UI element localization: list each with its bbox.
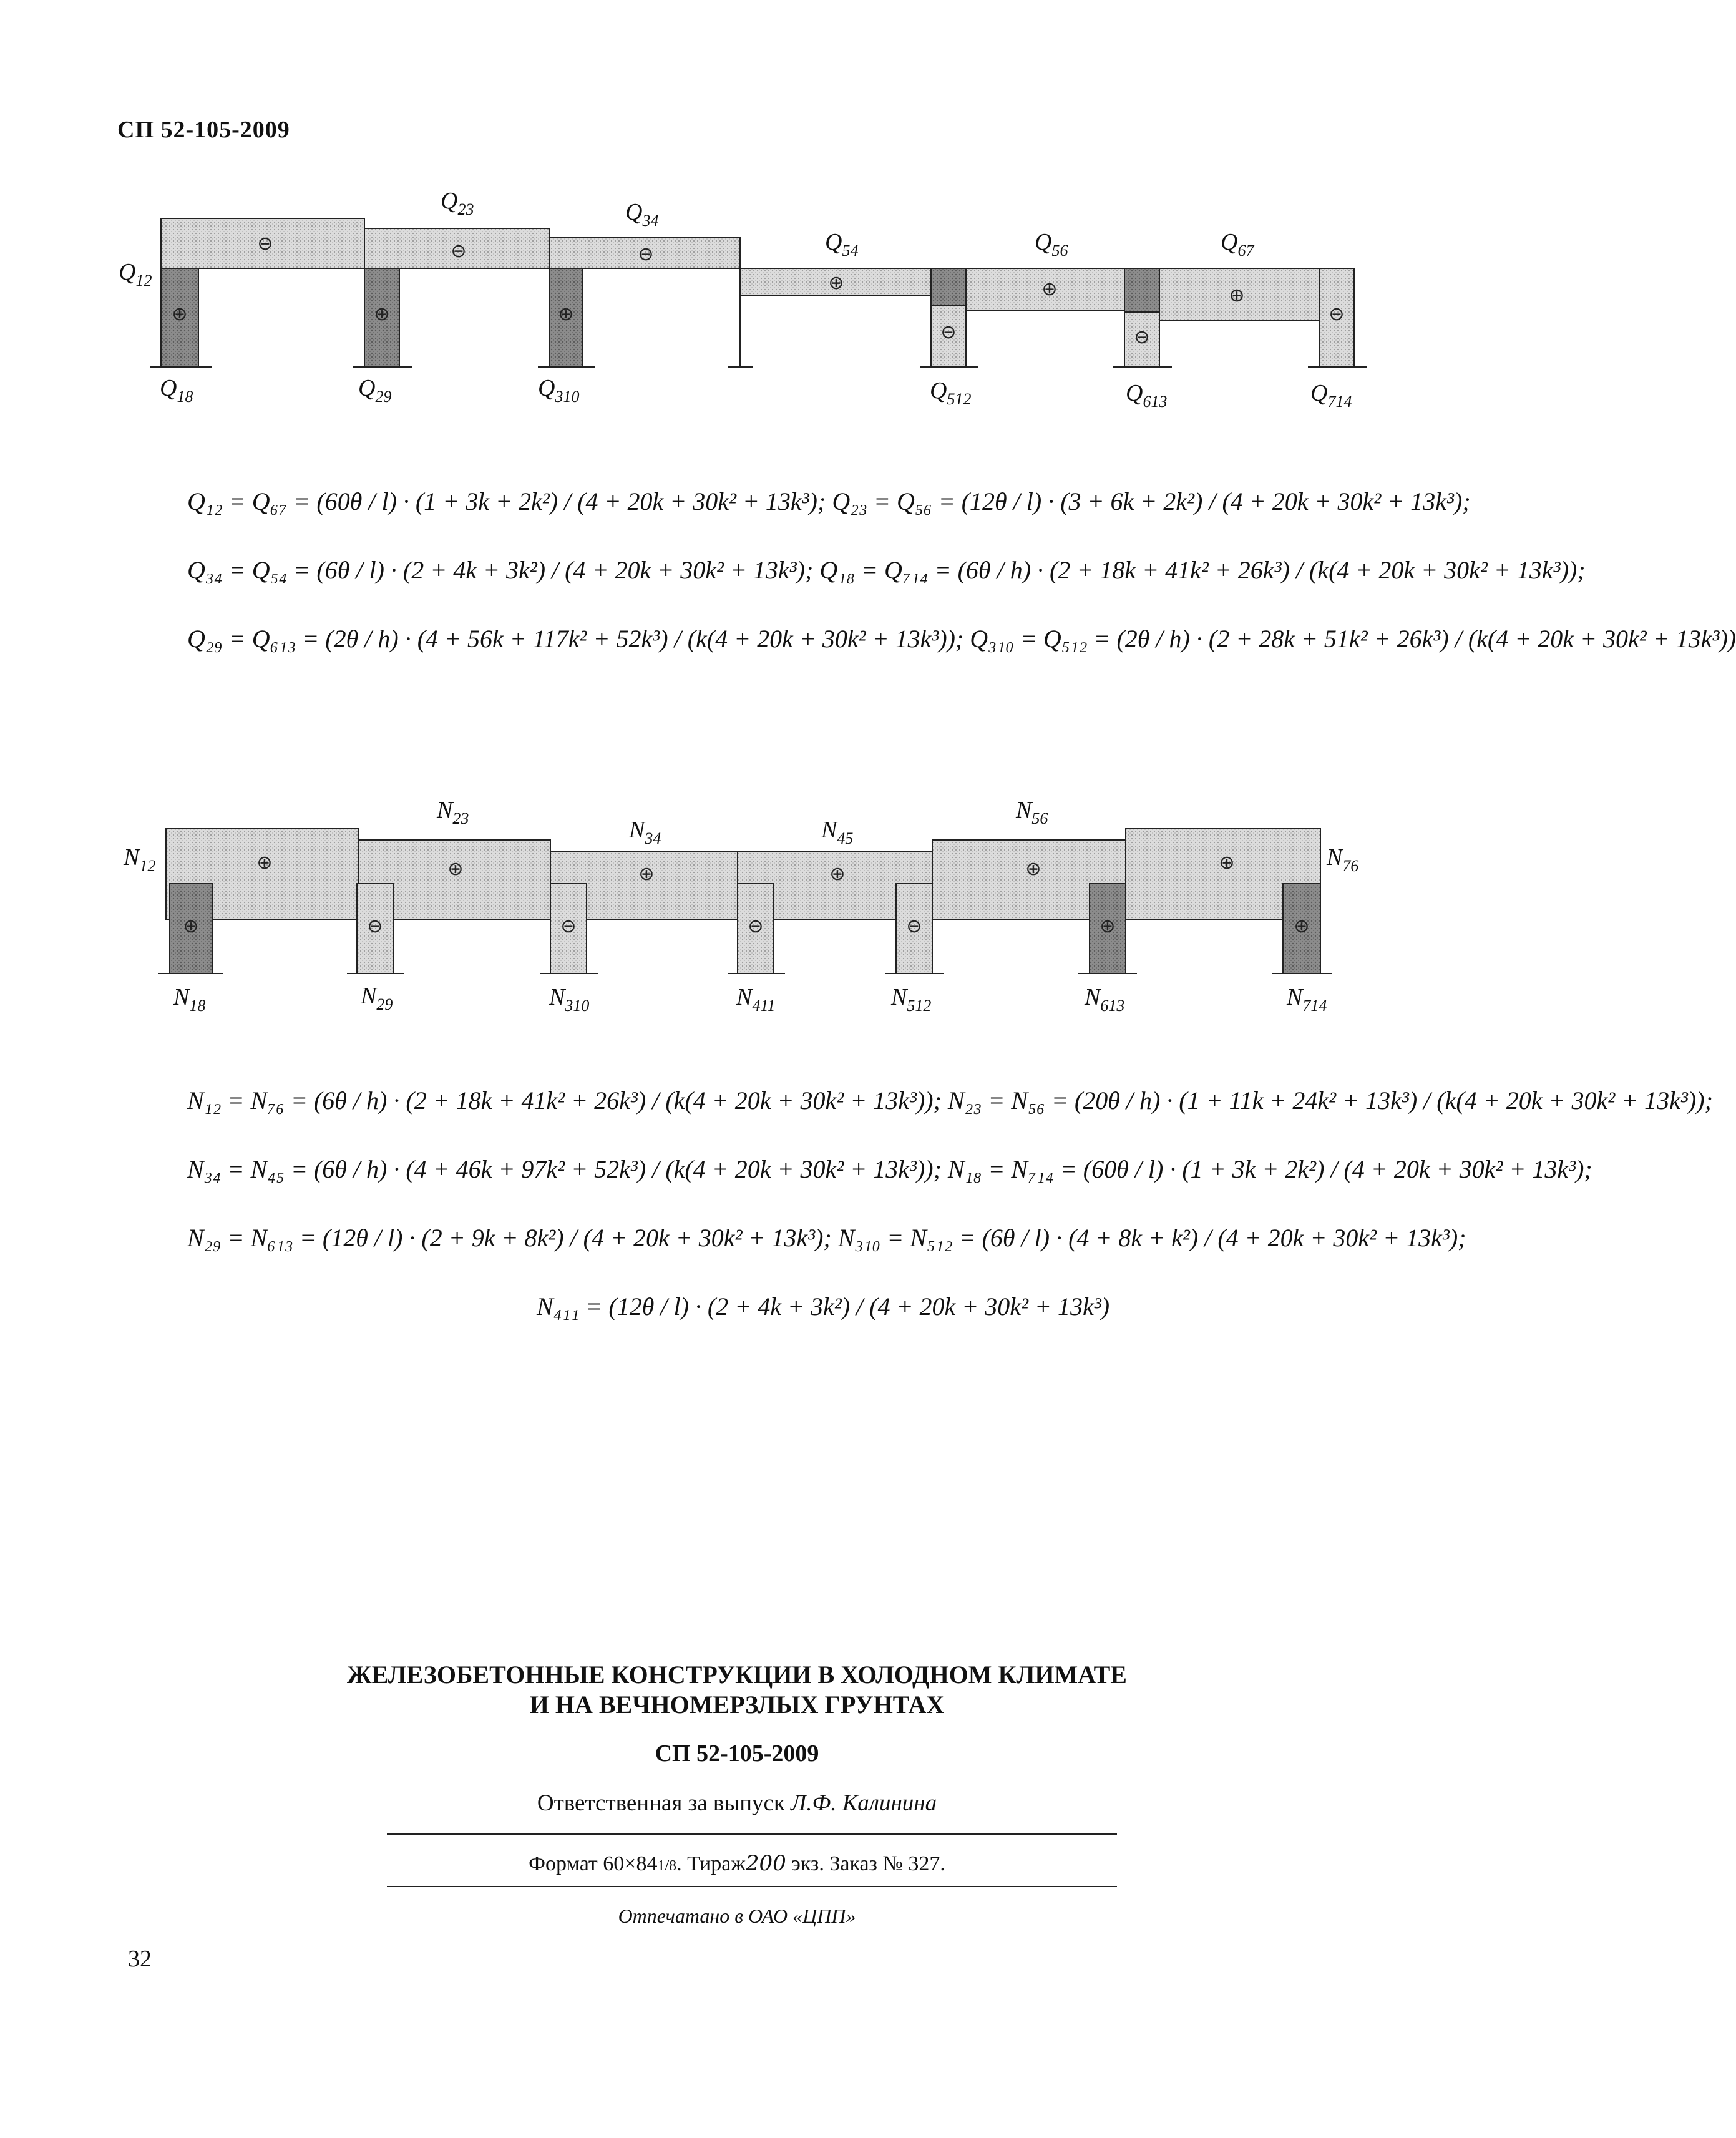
divider-bottom [387, 1886, 1117, 1887]
svg-text:N23: $N_{23}$ [437, 797, 469, 827]
n-formula-row-2: N₃₄ = N₄₅ = (6θ / h) · (4 + 46k + 97k² + 52k³) / (k(4 + 20k + 30k² + 13k³)); N₁₈ = N₇₁₄ = (60θ / l) · (1 + 3k + 2k²) / (4 + 20k + 30k² + 13k³); [187, 1155, 1592, 1183]
publication-code: СП 52-105-2009 [655, 1740, 819, 1767]
responsible-line [0, 1790, 1474, 1817]
q-sign-34: ⊖ [638, 244, 654, 265]
svg-text:Q12: $Q_{12}$ [119, 259, 152, 290]
svg-text:Q18: $Q_{18}$ [160, 375, 193, 406]
q-formula-row-3: Q₂₉ = Q₆₁₃ = (2θ / h) · (4 + 56k + 117k² + 52k³) / (k(4 + 20k + 30k² + 13k³)); Q₃₁₀ = Q₅₁₂ = (2θ / h) · (2 + 28k + 51k² + 26k³) / (k(4 + 20k + 30k² + 13k³)) [187, 625, 1736, 653]
svg-text:Q67: $Q_{67}$ [1221, 229, 1254, 260]
svg-text:N12: $N_{12}$ [124, 844, 156, 875]
svg-text:Q56: $Q_{56}$ [1035, 229, 1068, 260]
svg-text:N45: $N_{45}$ [821, 817, 854, 847]
n-sign-45: ⊕ [829, 864, 846, 884]
q-formula-row-2: Q₃₄ = Q₅₄ = (6θ / l) · (2 + 4k + 3k²) / (4 + 20k + 30k² + 13k³); Q₁₈ = Q₇₁₄ = (6θ / h) · (2 + 18k + 41k² + 26k³) / (k(4 + 20k + 30k² + 13k³)); [187, 556, 1586, 584]
page-number: 32 [128, 1946, 152, 1972]
q-sign-310: ⊕ [558, 304, 574, 325]
q-sign-23: ⊖ [451, 241, 467, 261]
n-sign-76: ⊕ [1219, 852, 1235, 873]
svg-text:Q512: $Q_{512}$ [930, 378, 972, 408]
publication-title-line-1: ЖЕЛЕЗОБЕТОННЫЕ КОНСТРУКЦИИ В ХОЛОДНОМ КЛИМАТЕ [347, 1661, 1127, 1689]
n-sign-56: ⊕ [1025, 859, 1041, 879]
n-sign-23: ⊕ [447, 859, 464, 879]
q-column-512 [931, 268, 966, 306]
svg-text:N512: $N_{512}$ [891, 984, 932, 1015]
q-sign-29: ⊕ [374, 304, 390, 325]
n-sign-613: ⊕ [1100, 916, 1116, 937]
q-sign-613: ⊖ [1134, 327, 1150, 348]
n-sign-12: ⊕ [256, 852, 273, 873]
n-sign-310: ⊖ [560, 916, 577, 937]
svg-text:N56: $N_{56}$ [1016, 797, 1048, 827]
svg-text:Q310: $Q_{310}$ [538, 375, 580, 406]
svg-text:N714: $N_{714}$ [1287, 984, 1327, 1015]
axial-force-diagram [0, 793, 1474, 1030]
svg-text:N411: $N_{411}$ [736, 984, 776, 1015]
q-sign-54: ⊕ [828, 273, 844, 293]
responsible-name: Л.Ф. Калинина [791, 1790, 937, 1816]
svg-text:Q29: $Q_{29}$ [358, 375, 392, 406]
svg-text:Q34: $Q_{34}$ [625, 199, 659, 230]
shear-force-diagram [0, 187, 1474, 424]
divider-top [387, 1833, 1117, 1835]
q-sign-56: ⊕ [1041, 279, 1058, 300]
q-formula-row-1: Q₁₂ = Q₆₇ = (60θ / l) · (1 + 3k + 2k²) / (4 + 20k + 30k² + 13k³); Q₂₃ = Q₅₆ = (12θ / l) · (3 + 6k + 2k²) / (4 + 20k + 30k² + 13k³); [187, 487, 1471, 515]
format-fraction: 1/8 [657, 1858, 677, 1874]
q-sign-18: ⊕ [172, 304, 188, 325]
n-sign-34: ⊕ [638, 864, 655, 884]
svg-text:Q714: $Q_{714}$ [1310, 380, 1352, 411]
svg-text:N29: $N_{29}$ [361, 983, 393, 1013]
q-column-613 [1124, 268, 1159, 312]
n-formula-row-3: N₂₉ = N₆₁₃ = (12θ / l) · (2 + 9k + 8k²) / (4 + 20k + 30k² + 13k³); N₃₁₀ = N₅₁₂ = (6θ / l) · (4 + 8k + k²) / (4 + 20k + 30k² + 13k³); [187, 1224, 1466, 1252]
svg-text:N34: $N_{34}$ [629, 817, 661, 847]
q-sign-714: ⊖ [1329, 304, 1345, 325]
responsible-prefix: Ответственная за выпуск [537, 1790, 791, 1816]
publication-title-line-2: И НА ВЕЧНОМЕРЗЛЫХ ГРУНТАХ [529, 1691, 945, 1719]
format-line: Формат 60×841/8. Тираж200 экз. Заказ № 327. [529, 1851, 945, 1876]
document-code-header: СП 52-105-2009 [117, 117, 290, 143]
q-sign-512: ⊖ [940, 322, 957, 343]
q-sign-12: ⊖ [257, 233, 273, 254]
printed-by: Отпечатано в ОАО «ЦПП» [618, 1905, 856, 1927]
n-sign-714: ⊕ [1294, 916, 1310, 937]
n-sign-512: ⊖ [906, 916, 922, 937]
svg-text:Q23: $Q_{23}$ [441, 188, 474, 218]
n-formula-row-1: N₁₂ = N₇₆ = (6θ / h) · (2 + 18k + 41k² + 26k³) / (k(4 + 20k + 30k² + 13k³)); N₂₃ = N₅₆ = (20θ / h) · (1 + 11k + 24k² + 13k³) / (k(4 + 20k + 30k² + 13k³)); [187, 1086, 1713, 1115]
svg-text:N18: $N_{18}$ [173, 984, 206, 1015]
svg-text:N613: $N_{613}$ [1085, 984, 1125, 1015]
q-sign-67: ⊕ [1229, 285, 1245, 306]
handwritten-print-run: 200 [745, 1851, 786, 1876]
n-sign-411: ⊖ [748, 916, 764, 937]
svg-text:Q54: $Q_{54}$ [825, 229, 859, 260]
n-formula-row-4: N₄₁₁ = (12θ / l) · (2 + 4k + 3k²) / (4 + 20k + 30k² + 13k³) [537, 1292, 1110, 1320]
svg-text:Q613: $Q_{613}$ [1126, 380, 1168, 411]
n-sign-18: ⊕ [183, 916, 199, 937]
svg-text:N76: $N_{76}$ [1327, 844, 1359, 875]
n-sign-29: ⊖ [367, 916, 383, 937]
svg-text:N310: $N_{310}$ [549, 984, 590, 1015]
publication-title [0, 1660, 1474, 1720]
